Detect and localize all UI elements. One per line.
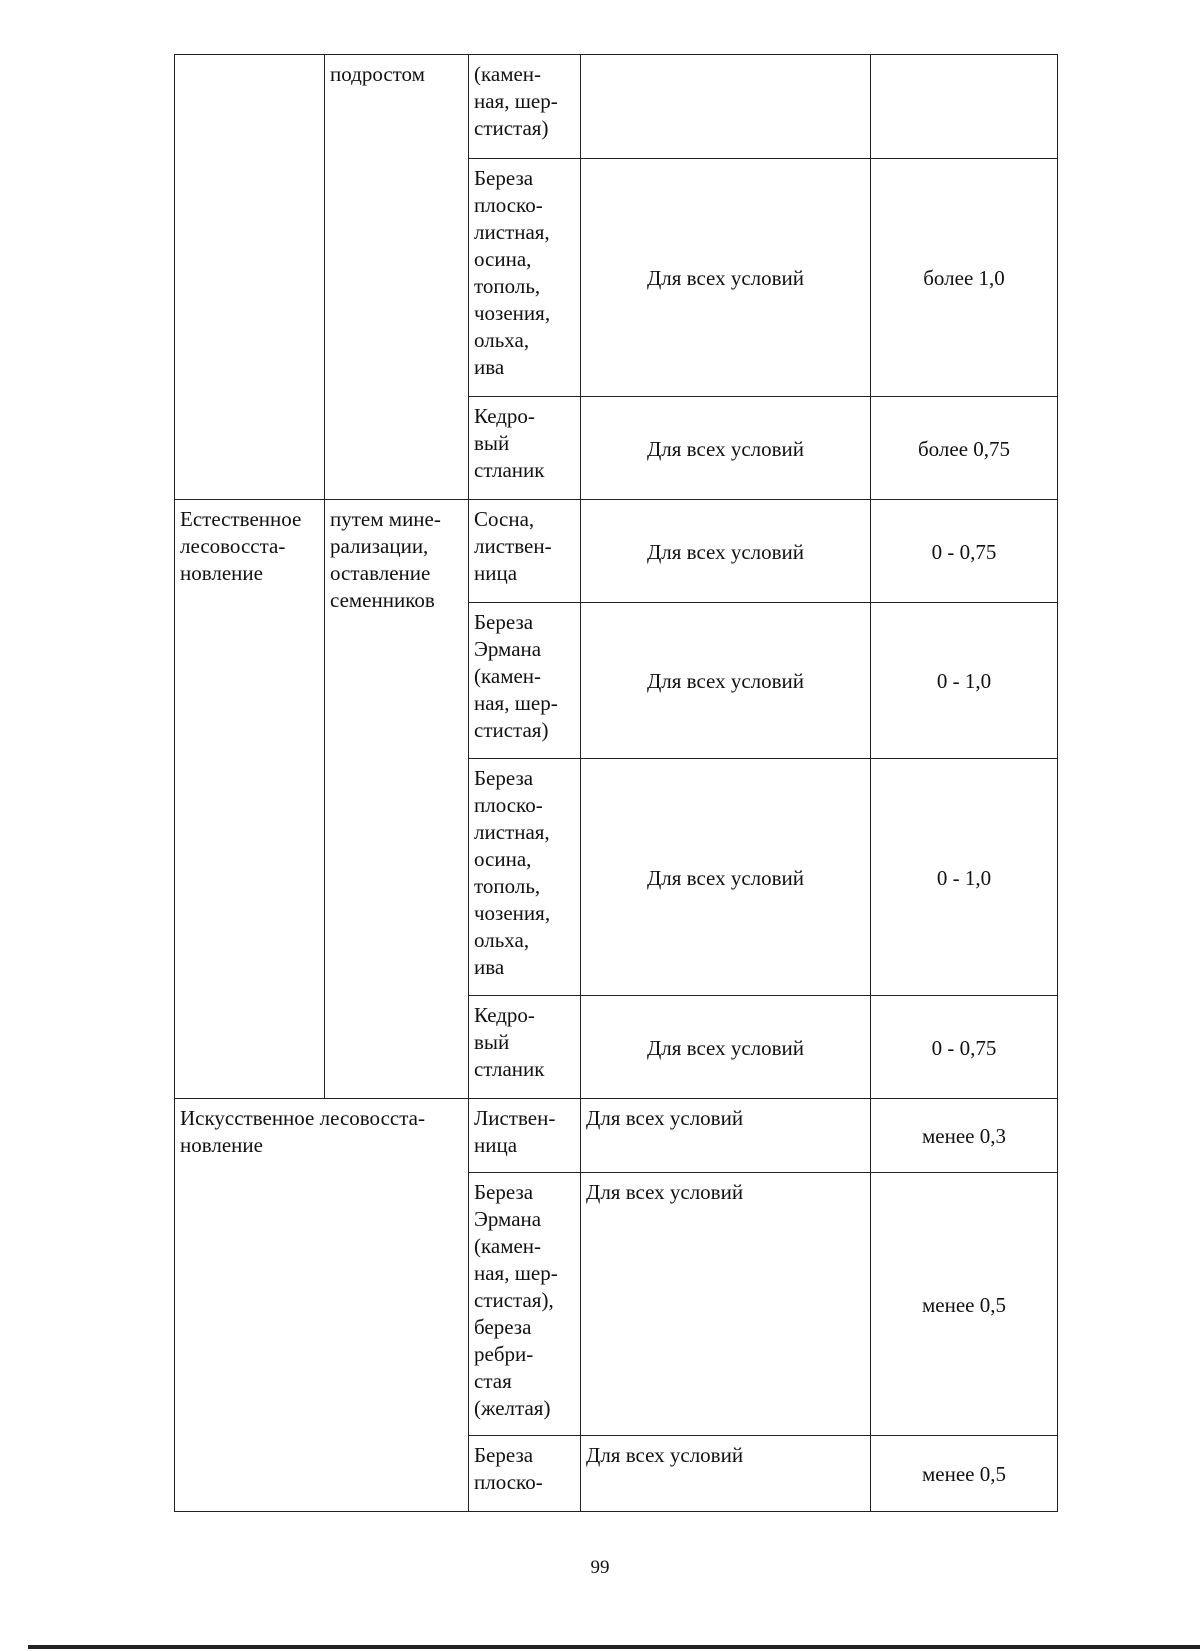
value-cell: менее 0,3 [871, 1099, 1058, 1173]
bottom-rule [28, 1645, 1200, 1649]
species-cell: Береза плоско- листная, осина, тополь, чозения, ольха, ива [469, 159, 581, 397]
species-cell: Береза Эрмана (камен- ная, шер- стистая) [469, 603, 581, 759]
value-cell: 0 - 0,75 [871, 996, 1058, 1099]
page-number: 99 [590, 1557, 610, 1578]
species-cell: Кедро- вый стланик [469, 996, 581, 1099]
condition-cell: Для всех условий [581, 159, 871, 397]
condition-cell: Для всех условий [581, 1436, 871, 1512]
condition-cell: Для всех условий [581, 397, 871, 500]
species-cell: Береза плоско- [469, 1436, 581, 1512]
species-cell: (камен- ная, шер- стистая) [469, 55, 581, 159]
table-row [175, 55, 1058, 159]
method-cell-empty [175, 55, 325, 500]
species-cell: Береза плоско- листная, осина, тополь, чозения, ольха, ива [469, 759, 581, 996]
species-cell: Кедро- вый стланик [469, 397, 581, 500]
table-row [175, 1099, 1058, 1173]
species-cell: Сосна, листвен- ница [469, 500, 581, 603]
condition-cell [581, 55, 871, 159]
value-cell: 0 - 1,0 [871, 759, 1058, 996]
condition-cell: Для всех условий [581, 500, 871, 603]
technique-label: подростом [330, 62, 425, 86]
value-cell [871, 55, 1058, 159]
value-cell: более 0,75 [871, 397, 1058, 500]
condition-cell: Для всех условий [581, 603, 871, 759]
value-cell: 0 - 1,0 [871, 603, 1058, 759]
condition-cell: Для всех условий [581, 1099, 871, 1173]
value-cell: менее 0,5 [871, 1436, 1058, 1512]
condition-cell: Для всех условий [581, 759, 871, 996]
technique-cell [325, 55, 469, 500]
condition-cell: Для всех условий [581, 996, 871, 1099]
method-cell: Искусственное лесовосста- новление [175, 1099, 469, 1512]
value-cell: менее 0,5 [871, 1173, 1058, 1436]
species-cell: Береза Эрмана (камен- ная, шер- стистая), береза ребри- стая (желтая) [469, 1173, 581, 1436]
method-cell: Естественное лесовосста- новление [175, 500, 325, 1099]
condition-cell: Для всех условий [581, 1173, 871, 1436]
species-cell: Листвен- ница [469, 1099, 581, 1173]
table-row [175, 500, 1058, 603]
value-cell: более 1,0 [871, 159, 1058, 397]
value-cell: 0 - 0,75 [871, 500, 1058, 603]
technique-cell: путем мине- рализации, оставление семенников [325, 500, 469, 1099]
forest-restoration-table [174, 54, 1058, 1512]
